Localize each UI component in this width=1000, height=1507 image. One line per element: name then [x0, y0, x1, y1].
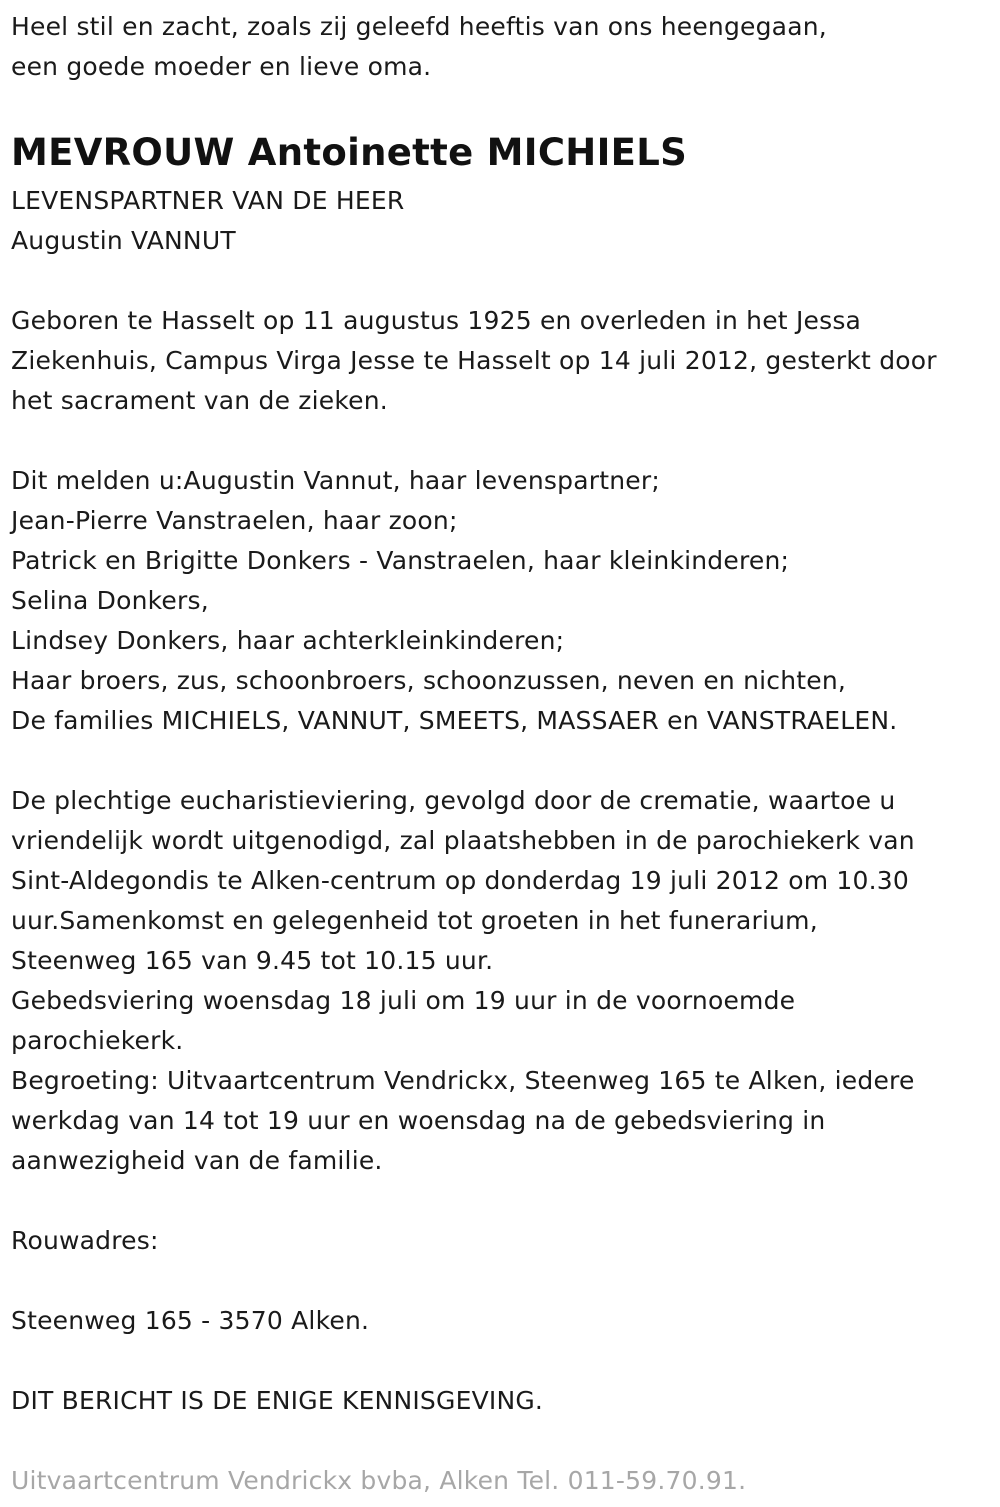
family-line: Patrick en Brigitte Donkers - Vanstraelen, haar kleinkinderen; [11, 546, 790, 575]
funeral-home-footer: Uitvaartcentrum Vendrickx bvba, Alken Tel. 011-59.70.91. [11, 1466, 747, 1495]
relation-line: LEVENSPARTNER VAN DE HEER [11, 186, 405, 215]
ceremony-line: parochiekerk. [11, 1026, 184, 1055]
birth-death-paragraph [11, 301, 986, 421]
partner-relation [11, 181, 986, 261]
notice-text: DIT BERICHT IS DE ENIGE KENNISGEVING. [11, 1386, 544, 1415]
family-line: Jean-Pierre Vanstraelen, haar zoon; [11, 506, 458, 535]
ceremony-line: aanwezigheid van de familie. [11, 1146, 383, 1175]
spacer [11, 261, 986, 301]
ceremony-line: vriendelijk wordt uitgenodigd, zal plaatshebben in de parochiekerk van [11, 826, 915, 855]
address-value: Steenweg 165 - 3570 Alken. [11, 1306, 370, 1335]
spacer [11, 1421, 986, 1461]
ceremony-line: Sint-Aldegondis te Alken-centrum op donderdag 19 juli 2012 om 10.30 [11, 866, 909, 895]
ceremony-line: Gebedsviering woensdag 18 juli om 19 uur in de voornoemde [11, 986, 796, 1015]
paragraph-line: Ziekenhuis, Campus Virga Jesse te Hasselt op 14 juli 2012, gesterkt door [11, 346, 937, 375]
spacer [11, 421, 986, 461]
family-line: Dit melden u:Augustin Vannut, haar levenspartner; [11, 466, 660, 495]
ceremony-line: Steenweg 165 van 9.45 tot 10.15 uur. [11, 946, 494, 975]
spacer [11, 1261, 986, 1301]
family-line: Selina Donkers, [11, 586, 209, 615]
paragraph-line: het sacrament van de zieken. [11, 386, 388, 415]
family-line: Haar broers, zus, schoonbroers, schoonzussen, neven en nichten, [11, 666, 847, 695]
ceremony-line: uur.Samenkomst en gelegenheid tot groeten in het funerarium, [11, 906, 818, 935]
ceremony-line: De plechtige eucharistieviering, gevolgd door de crematie, waartoe u [11, 786, 896, 815]
address-label: Rouwadres: [11, 1226, 159, 1255]
ceremony-paragraph [11, 781, 986, 1181]
family-list [11, 461, 986, 741]
ceremony-line: werkdag van 14 tot 19 uur en woensdag na de gebedsviering in [11, 1106, 826, 1135]
intro-line: Heel stil en zacht, zoals zij geleefd heeftis van ons heengegaan, [11, 12, 827, 41]
relation-line: Augustin VANNUT [11, 226, 236, 255]
spacer [11, 1181, 986, 1221]
family-line: Lindsey Donkers, haar achterkleinkinderen; [11, 626, 565, 655]
deceased-name: MEVROUW Antoinette MICHIELS [11, 131, 688, 174]
obituary-notice [11, 7, 986, 1501]
paragraph-line: Geboren te Hasselt op 11 augustus 1925 en overleden in het Jessa [11, 306, 862, 335]
spacer [11, 741, 986, 781]
intro-text [11, 7, 986, 87]
family-line: De families MICHIELS, VANNUT, SMEETS, MASSAER en VANSTRAELEN. [11, 706, 898, 735]
intro-line: een goede moeder en lieve oma. [11, 52, 432, 81]
spacer [11, 1341, 986, 1381]
ceremony-line: Begroeting: Uitvaartcentrum Vendrickx, Steenweg 165 te Alken, iedere [11, 1066, 915, 1095]
